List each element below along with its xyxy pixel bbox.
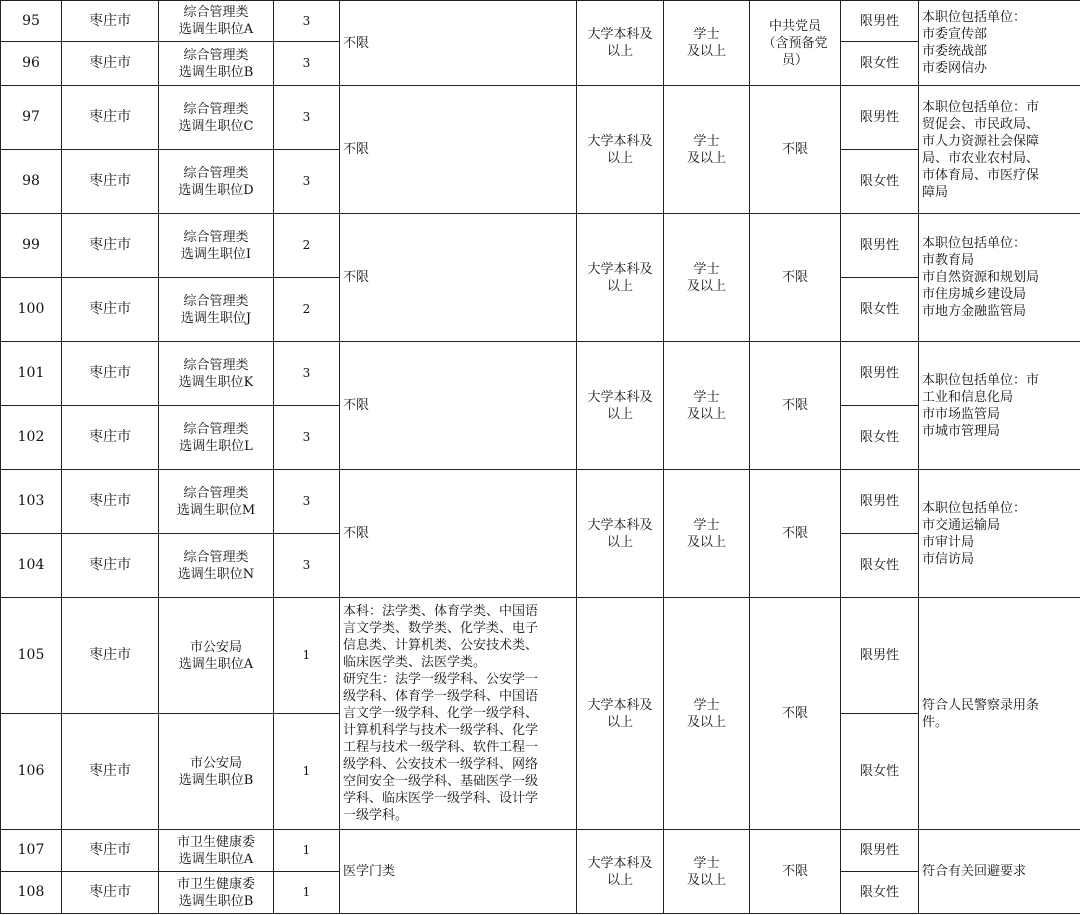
- political-status-cell: 不限: [750, 830, 841, 914]
- position-cell: 综合管理类 选调生职位I: [159, 214, 274, 278]
- position-cell: 市公安局 选调生职位A: [159, 598, 274, 714]
- position-cell: 综合管理类 选调生职位J: [159, 278, 274, 342]
- city-cell: 枣庄市: [62, 714, 159, 830]
- degree-cell: 学士 及以上: [664, 598, 750, 830]
- table-row: [1, 214, 1080, 278]
- degree-cell: 学士 及以上: [664, 830, 750, 914]
- headcount-cell: 3: [274, 534, 340, 598]
- position-cell: 市公安局 选调生职位B: [159, 714, 274, 830]
- headcount-cell: 3: [274, 342, 340, 406]
- position-cell: 市卫生健康委 选调生职位B: [159, 872, 274, 914]
- political-status-cell: 不限: [750, 342, 841, 470]
- headcount-cell: 1: [274, 830, 340, 872]
- row-number: 108: [1, 872, 62, 914]
- gender-cell: 限女性: [841, 150, 919, 214]
- headcount-cell: 3: [274, 406, 340, 470]
- education-cell: 大学本科及 以上: [577, 470, 664, 598]
- city-cell: 枣庄市: [62, 342, 159, 406]
- headcount-cell: 3: [274, 1, 340, 42]
- gender-cell: 限女性: [841, 534, 919, 598]
- table-row: [1, 470, 1080, 534]
- position-cell: 市卫生健康委 选调生职位A: [159, 830, 274, 872]
- headcount-cell: 3: [274, 150, 340, 214]
- city-cell: 枣庄市: [62, 214, 159, 278]
- position-cell: 综合管理类 选调生职位N: [159, 534, 274, 598]
- headcount-cell: 3: [274, 470, 340, 534]
- gender-cell: 限女性: [841, 872, 919, 914]
- row-number: 104: [1, 534, 62, 598]
- political-status-cell: 中共党员 （含预备党 员）: [750, 1, 841, 86]
- education-cell: 大学本科及 以上: [577, 86, 664, 214]
- row-number: 102: [1, 406, 62, 470]
- education-cell: 大学本科及 以上: [577, 598, 664, 830]
- headcount-cell: 1: [274, 598, 340, 714]
- gender-cell: 限男性: [841, 214, 919, 278]
- major-cell: 不限: [340, 214, 577, 342]
- note-cell: 符合有关回避要求: [919, 830, 1080, 914]
- gender-cell: 限男性: [841, 470, 919, 534]
- gender-cell: 限男性: [841, 830, 919, 872]
- headcount-cell: 1: [274, 714, 340, 830]
- row-number: 103: [1, 470, 62, 534]
- degree-cell: 学士 及以上: [664, 1, 750, 86]
- major-cell: 不限: [340, 342, 577, 470]
- political-status-cell: 不限: [750, 86, 841, 214]
- row-number: 107: [1, 830, 62, 872]
- headcount-cell: 1: [274, 872, 340, 914]
- row-number: 105: [1, 598, 62, 714]
- city-cell: 枣庄市: [62, 406, 159, 470]
- note-cell: 符合人民警察录用条 件。: [919, 598, 1080, 830]
- city-cell: 枣庄市: [62, 534, 159, 598]
- headcount-cell: 3: [274, 42, 340, 86]
- row-number: 101: [1, 342, 62, 406]
- table-row: [1, 1, 1080, 42]
- note-cell: 本职位包括单位：市 贸促会、市民政局、 市人力资源社会保障 局、市农业农村局、 市体育局、市医疗保 障局: [919, 86, 1080, 214]
- degree-cell: 学士 及以上: [664, 470, 750, 598]
- degree-cell: 学士 及以上: [664, 86, 750, 214]
- political-status-cell: 不限: [750, 214, 841, 342]
- gender-cell: 限女性: [841, 406, 919, 470]
- position-cell: 综合管理类 选调生职位D: [159, 150, 274, 214]
- note-cell: 本职位包括单位：市 工业和信息化局 市市场监管局 市城市管理局: [919, 342, 1080, 470]
- city-cell: 枣庄市: [62, 872, 159, 914]
- city-cell: 枣庄市: [62, 598, 159, 714]
- city-cell: 枣庄市: [62, 1, 159, 42]
- education-cell: 大学本科及 以上: [577, 1, 664, 86]
- note-cell: 本职位包括单位： 市委宣传部 市委统战部 市委网信办: [919, 1, 1080, 86]
- gender-cell: 限男性: [841, 598, 919, 714]
- row-number: 98: [1, 150, 62, 214]
- position-cell: 综合管理类 选调生职位M: [159, 470, 274, 534]
- position-cell: 综合管理类 选调生职位C: [159, 86, 274, 150]
- city-cell: 枣庄市: [62, 86, 159, 150]
- position-cell: 综合管理类 选调生职位B: [159, 42, 274, 86]
- major-cell: 本科：法学类、体育学类、中国语 言文学类、数学类、化学类、电子 信息类、计算机类、公安技术类、 临床医学类、法医学类。 研究生：法学一级学科、公安学一 级学科、体育学一级学科、中国语 言文学一级学科、化学一级学科、 计算机科学与技术一级学科、化学 工程与技术一级学科、软件工程一 级学科、公安技术一级学科、网络 空间安全一级学科、基础医学一级 学科、临床医学一级学科、设计学 一级学科。: [340, 598, 577, 830]
- position-cell: 综合管理类 选调生职位A: [159, 1, 274, 42]
- education-cell: 大学本科及 以上: [577, 342, 664, 470]
- gender-cell: 限女性: [841, 42, 919, 86]
- degree-cell: 学士 及以上: [664, 342, 750, 470]
- row-number: 96: [1, 42, 62, 86]
- row-number: 97: [1, 86, 62, 150]
- gender-cell: 限男性: [841, 86, 919, 150]
- major-cell: 不限: [340, 86, 577, 214]
- major-cell: 不限: [340, 470, 577, 598]
- gender-cell: 限男性: [841, 1, 919, 42]
- row-number: 100: [1, 278, 62, 342]
- major-cell: 医学门类: [340, 830, 577, 914]
- note-cell: 本职位包括单位： 市交通运输局 市审计局 市信访局: [919, 470, 1080, 598]
- gender-cell: 限女性: [841, 714, 919, 830]
- row-number: 99: [1, 214, 62, 278]
- position-cell: 综合管理类 选调生职位K: [159, 342, 274, 406]
- row-number: 95: [1, 1, 62, 42]
- table-row: [1, 598, 1080, 714]
- education-cell: 大学本科及 以上: [577, 830, 664, 914]
- position-cell: 综合管理类 选调生职位L: [159, 406, 274, 470]
- headcount-cell: 2: [274, 214, 340, 278]
- city-cell: 枣庄市: [62, 42, 159, 86]
- table-row: [1, 86, 1080, 150]
- table-row: [1, 830, 1080, 872]
- degree-cell: 学士 及以上: [664, 214, 750, 342]
- city-cell: 枣庄市: [62, 830, 159, 872]
- table-row: [1, 342, 1080, 406]
- major-cell: 不限: [340, 1, 577, 86]
- gender-cell: 限女性: [841, 278, 919, 342]
- gender-cell: 限男性: [841, 342, 919, 406]
- headcount-cell: 3: [274, 86, 340, 150]
- city-cell: 枣庄市: [62, 470, 159, 534]
- political-status-cell: 不限: [750, 598, 841, 830]
- city-cell: 枣庄市: [62, 278, 159, 342]
- row-number: 106: [1, 714, 62, 830]
- political-status-cell: 不限: [750, 470, 841, 598]
- city-cell: 枣庄市: [62, 150, 159, 214]
- headcount-cell: 2: [274, 278, 340, 342]
- note-cell: 本职位包括单位： 市教育局 市自然资源和规划局 市住房城乡建设局 市地方金融监管局: [919, 214, 1080, 342]
- education-cell: 大学本科及 以上: [577, 214, 664, 342]
